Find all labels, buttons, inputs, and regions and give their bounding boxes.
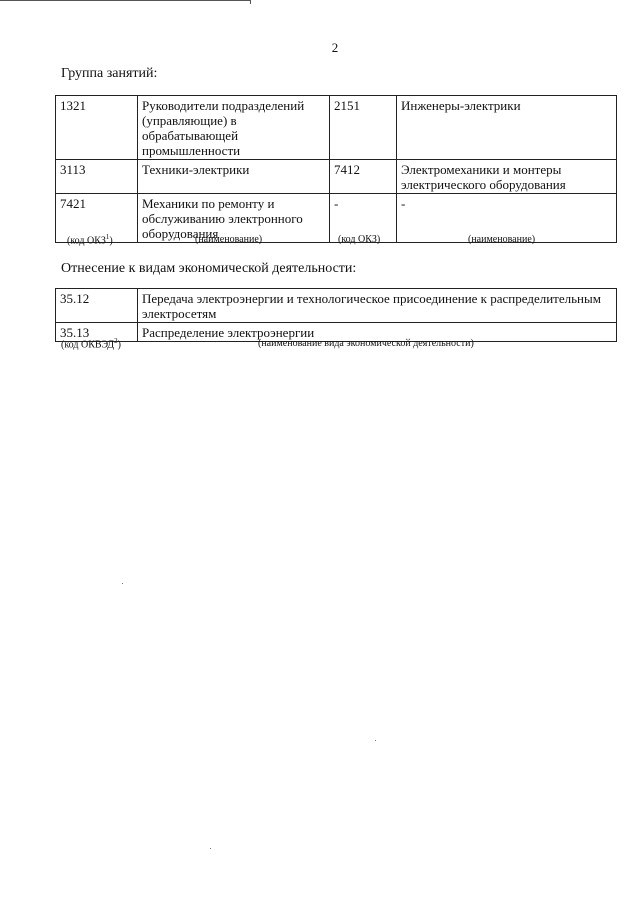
scan-speck (210, 848, 211, 849)
okz-code-cell: 2151 (330, 96, 397, 160)
okz-code-cell: 7412 (330, 160, 397, 194)
okz-code-cell: - (330, 194, 397, 243)
okz-code-caption: (код ОКЗ$^1$) (67, 233, 113, 247)
economic-activity-heading: Отнесение к видам экономической деятельности: (61, 261, 357, 276)
activity-name-caption: (наименование вида экономической деятельности) (258, 338, 474, 349)
scan-speck (375, 740, 376, 741)
okved-code-cell: 35.12 (56, 289, 138, 323)
table-row (56, 96, 617, 160)
occupation-name-cell: Механики по ремонту и обслуживанию электронного оборудования (138, 194, 330, 243)
okz-code-cell: 3113 (56, 160, 138, 194)
okz-code-cell: 7421 (56, 194, 138, 243)
table-row (56, 160, 617, 194)
occupation-group-heading: Группа занятий: (61, 66, 158, 81)
occupation-table (55, 95, 617, 243)
occupation-name-cell: Электромеханики и монтеры электрического оборудования (397, 160, 617, 194)
occupation-name-cell: Техники-электрики (138, 160, 330, 194)
occupation-name-cell: Инженеры-электрики (397, 96, 617, 160)
occupation-name-caption: (наименование) (468, 234, 536, 245)
okved-code-caption: (код ОКВЭД$^2$) (61, 337, 121, 351)
occupation-name-caption: (наименование) (195, 234, 263, 245)
okz-code-cell: 1321 (56, 96, 138, 160)
activity-name-cell: Распределение электроэнергии (138, 323, 617, 342)
page-number: 2 (331, 40, 339, 55)
economic-activity-table (55, 288, 617, 342)
occupation-name-cell: Руководители подразделений (управляющие) в обрабатывающей промышленности (138, 96, 330, 160)
activity-name-cell: Передача электроэнергии и технологическое присоединение к распределительным электросетям (138, 289, 617, 323)
okved-code-cell: 35.13 (56, 323, 138, 342)
scan-speck (122, 583, 123, 584)
table-row (56, 289, 617, 323)
occupation-name-cell: - (397, 194, 617, 243)
scan-edge-mark (0, 0, 251, 4)
okz-code-caption: (код ОКЗ) (338, 234, 381, 245)
